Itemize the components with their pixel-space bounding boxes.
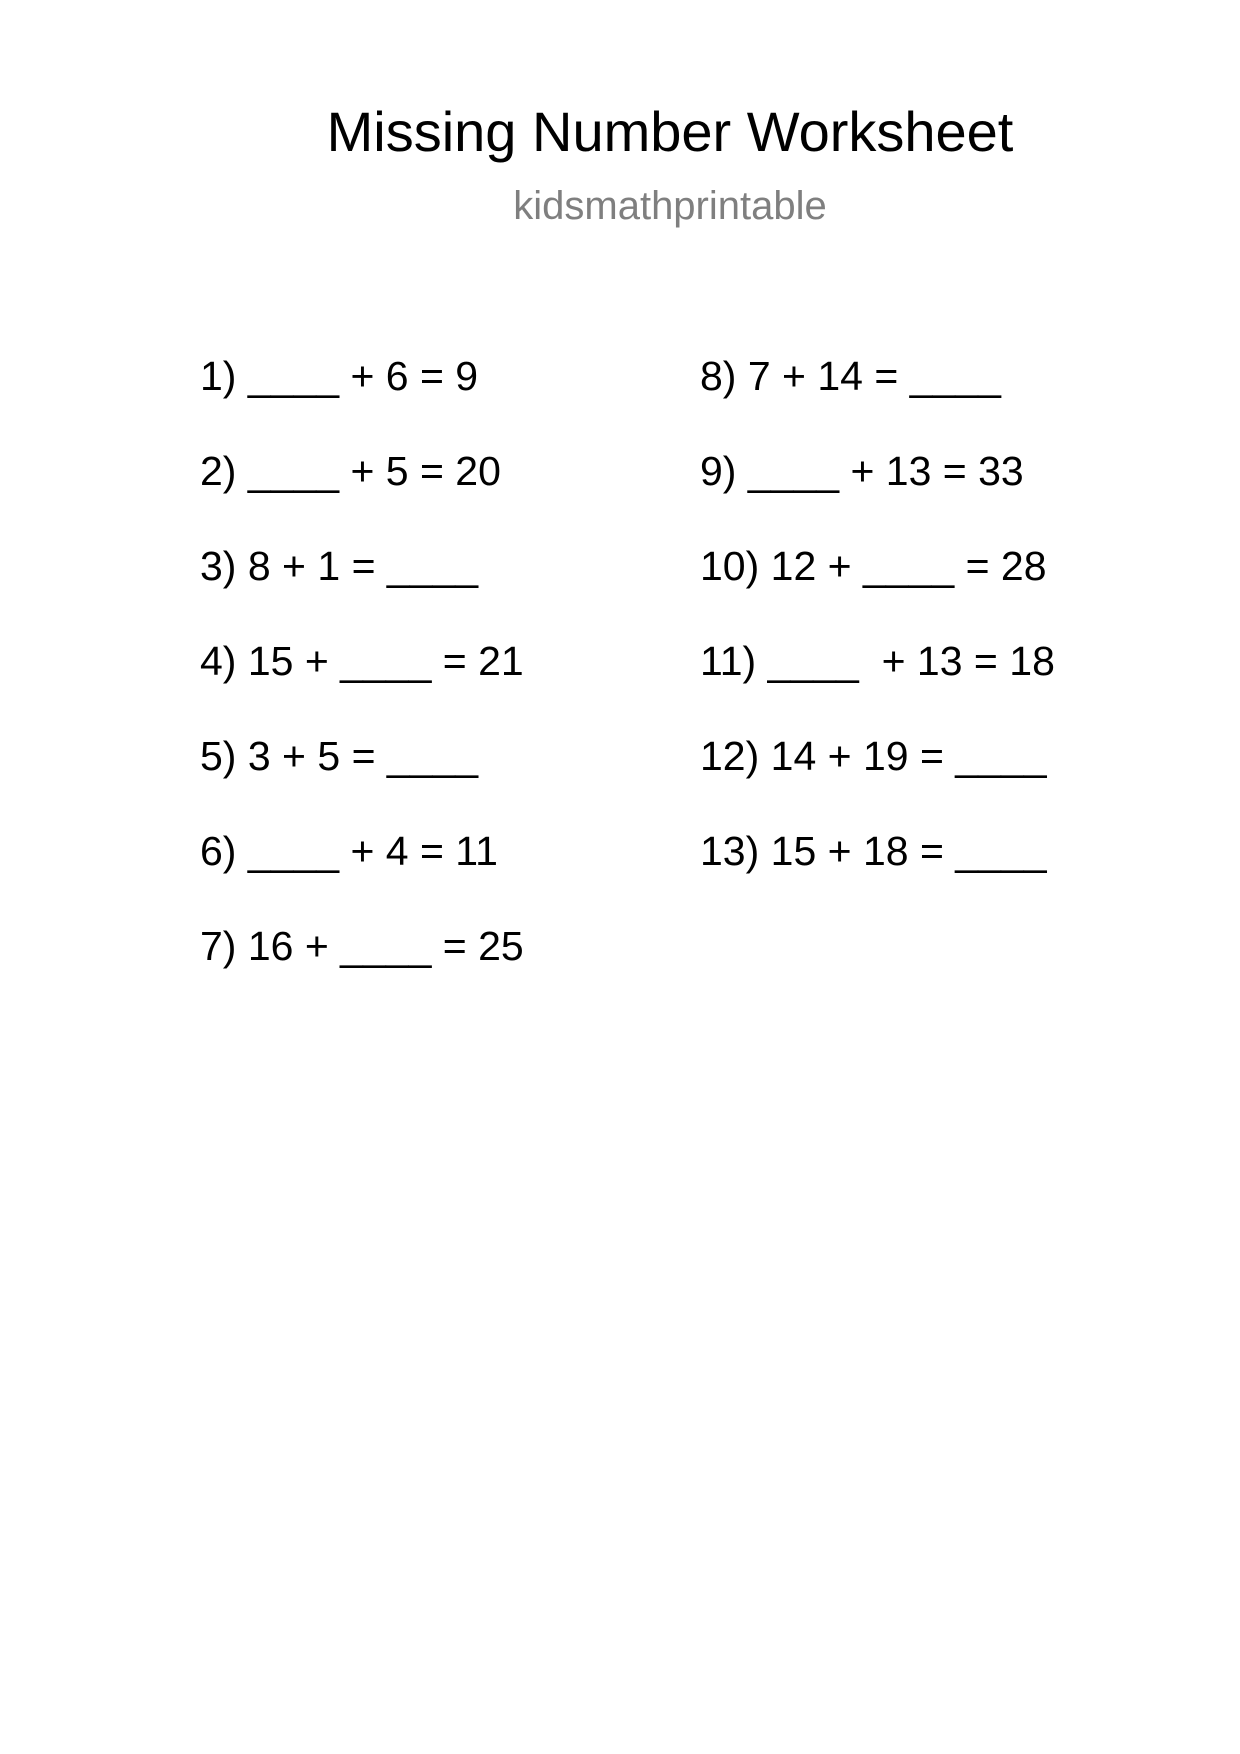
problem-9: 9) ____ + 13 = 33 xyxy=(700,448,1024,494)
problem-5: 5) 3 + 5 = ____ xyxy=(200,733,479,779)
problem-12: 12) 14 + 19 = ____ xyxy=(700,733,1047,779)
problem-4: 4) 15 + ____ = 21 xyxy=(200,638,524,684)
problem-10: 10) 12 + ____ = 28 xyxy=(700,543,1047,589)
problem-6: 6) ____ + 4 = 11 xyxy=(200,828,498,874)
problem-7: 7) 16 + ____ = 25 xyxy=(200,923,524,969)
page-subtitle: kidsmathprintable xyxy=(513,184,827,228)
problem-13: 13) 15 + 18 = ____ xyxy=(700,828,1047,874)
problem-11: 11) ____ + 13 = 18 xyxy=(700,638,1055,684)
problem-8: 8) 7 + 14 = ____ xyxy=(700,353,1001,399)
problem-1: 1) ____ + 6 = 9 xyxy=(200,353,479,399)
page-title: Missing Number Worksheet xyxy=(326,100,1014,163)
problems-column-left xyxy=(200,352,524,1017)
problem-2: 2) ____ + 5 = 20 xyxy=(200,448,501,494)
problem-3: 3) 8 + 1 = ____ xyxy=(200,543,479,589)
problems-column-right xyxy=(700,352,1055,922)
